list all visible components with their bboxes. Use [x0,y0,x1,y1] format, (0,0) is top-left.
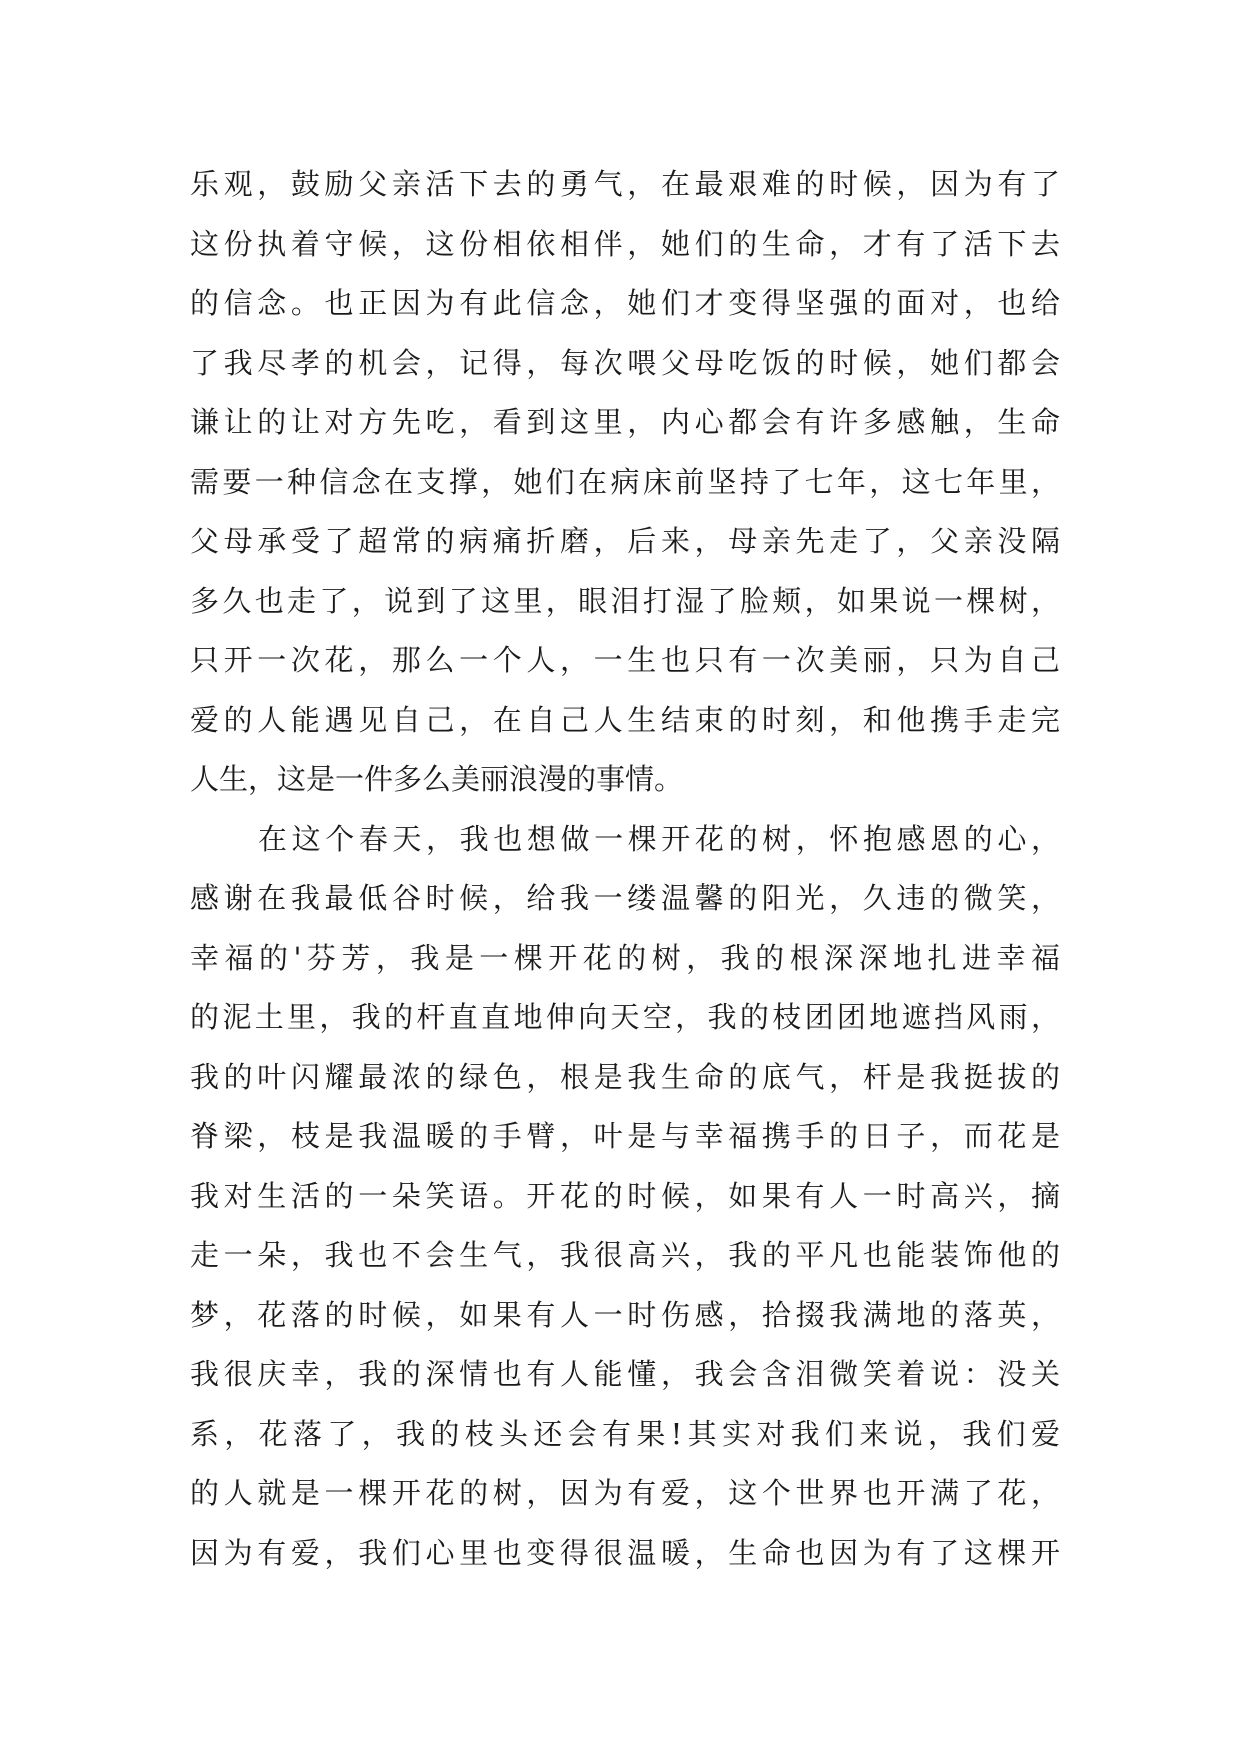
text-line: 这份执着守候，这份相依相伴，她们的生命，才有了活下去 [190,226,1060,261]
text-line: 多久也走了，说到了这里，眼泪打湿了脸颊，如果说一棵树， [190,583,1060,618]
text-line: 的泥土里，我的杆直直地伸向天空，我的枝团团地遮挡风雨， [190,1000,1060,1034]
text-line: 只开一次花，那么一个人，一生也只有一次美丽，只为自己 [190,643,1060,677]
text-line: 脊梁，枝是我温暖的手臂，叶是与幸福携手的日子，而花是 [190,1119,1060,1153]
text-line: 我对生活的一朵笑语。开花的时候，如果有人一时高兴，摘 [190,1178,1060,1213]
paragraph-2 [190,810,1060,1584]
text-line: 走一朵，我也不会生气，我很高兴，我的平凡也能装饰他的 [190,1238,1060,1272]
text-line: 人生，这是一件多么美丽浪漫的事情。 [190,762,684,796]
text-line: 因为有爱，我们心里也变得很温暖，生命也因为有了这棵开 [190,1535,1060,1570]
text-line: 感谢在我最低谷时候，给我一缕温馨的阳光，久违的微笑， [190,881,1060,915]
paragraph-1 [190,155,1060,810]
text-line: 我的叶闪耀最浓的绿色，根是我生命的底气，杆是我挺拔的 [190,1059,1060,1094]
text-line: 爱的人能遇见自己，在自己人生结束的时刻，和他携手走完 [190,702,1060,737]
body-text [190,155,1060,1583]
text-line: 的人就是一棵开花的树，因为有爱，这个世界也开满了花， [190,1476,1060,1510]
text-line: 幸福的'芬芳，我是一棵开花的树，我的根深深地扎进幸福 [190,940,1060,975]
text-line: 的信念。也正因为有此信念，她们才变得坚强的面对，也给 [190,286,1060,320]
text-line: 我很庆幸，我的深情也有人能懂，我会含泪微笑着说：没关 [190,1357,1060,1391]
text-line: 了我尽孝的机会，记得，每次喂父母吃饭的时候，她们都会 [190,345,1060,380]
text-line: 需要一种信念在支撑，她们在病床前坚持了七年，这七年里， [190,464,1060,499]
text-line: 乐观，鼓励父亲活下去的勇气，在最艰难的时候，因为有了 [190,167,1060,201]
text-line: 在这个春天，我也想做一棵开花的树，怀抱感恩的心， [258,821,1060,856]
text-line: 父母承受了超常的病痛折磨，后来，母亲先走了，父亲没隔 [190,524,1060,558]
text-line: 梦，花落的时候，如果有人一时伤感，拾掇我满地的落英， [190,1297,1060,1332]
text-line: 谦让的让对方先吃，看到这里，内心都会有许多感触，生命 [190,405,1060,439]
text-line: 系，花落了，我的枝头还会有果!其实对我们来说，我们爱 [190,1416,1060,1451]
